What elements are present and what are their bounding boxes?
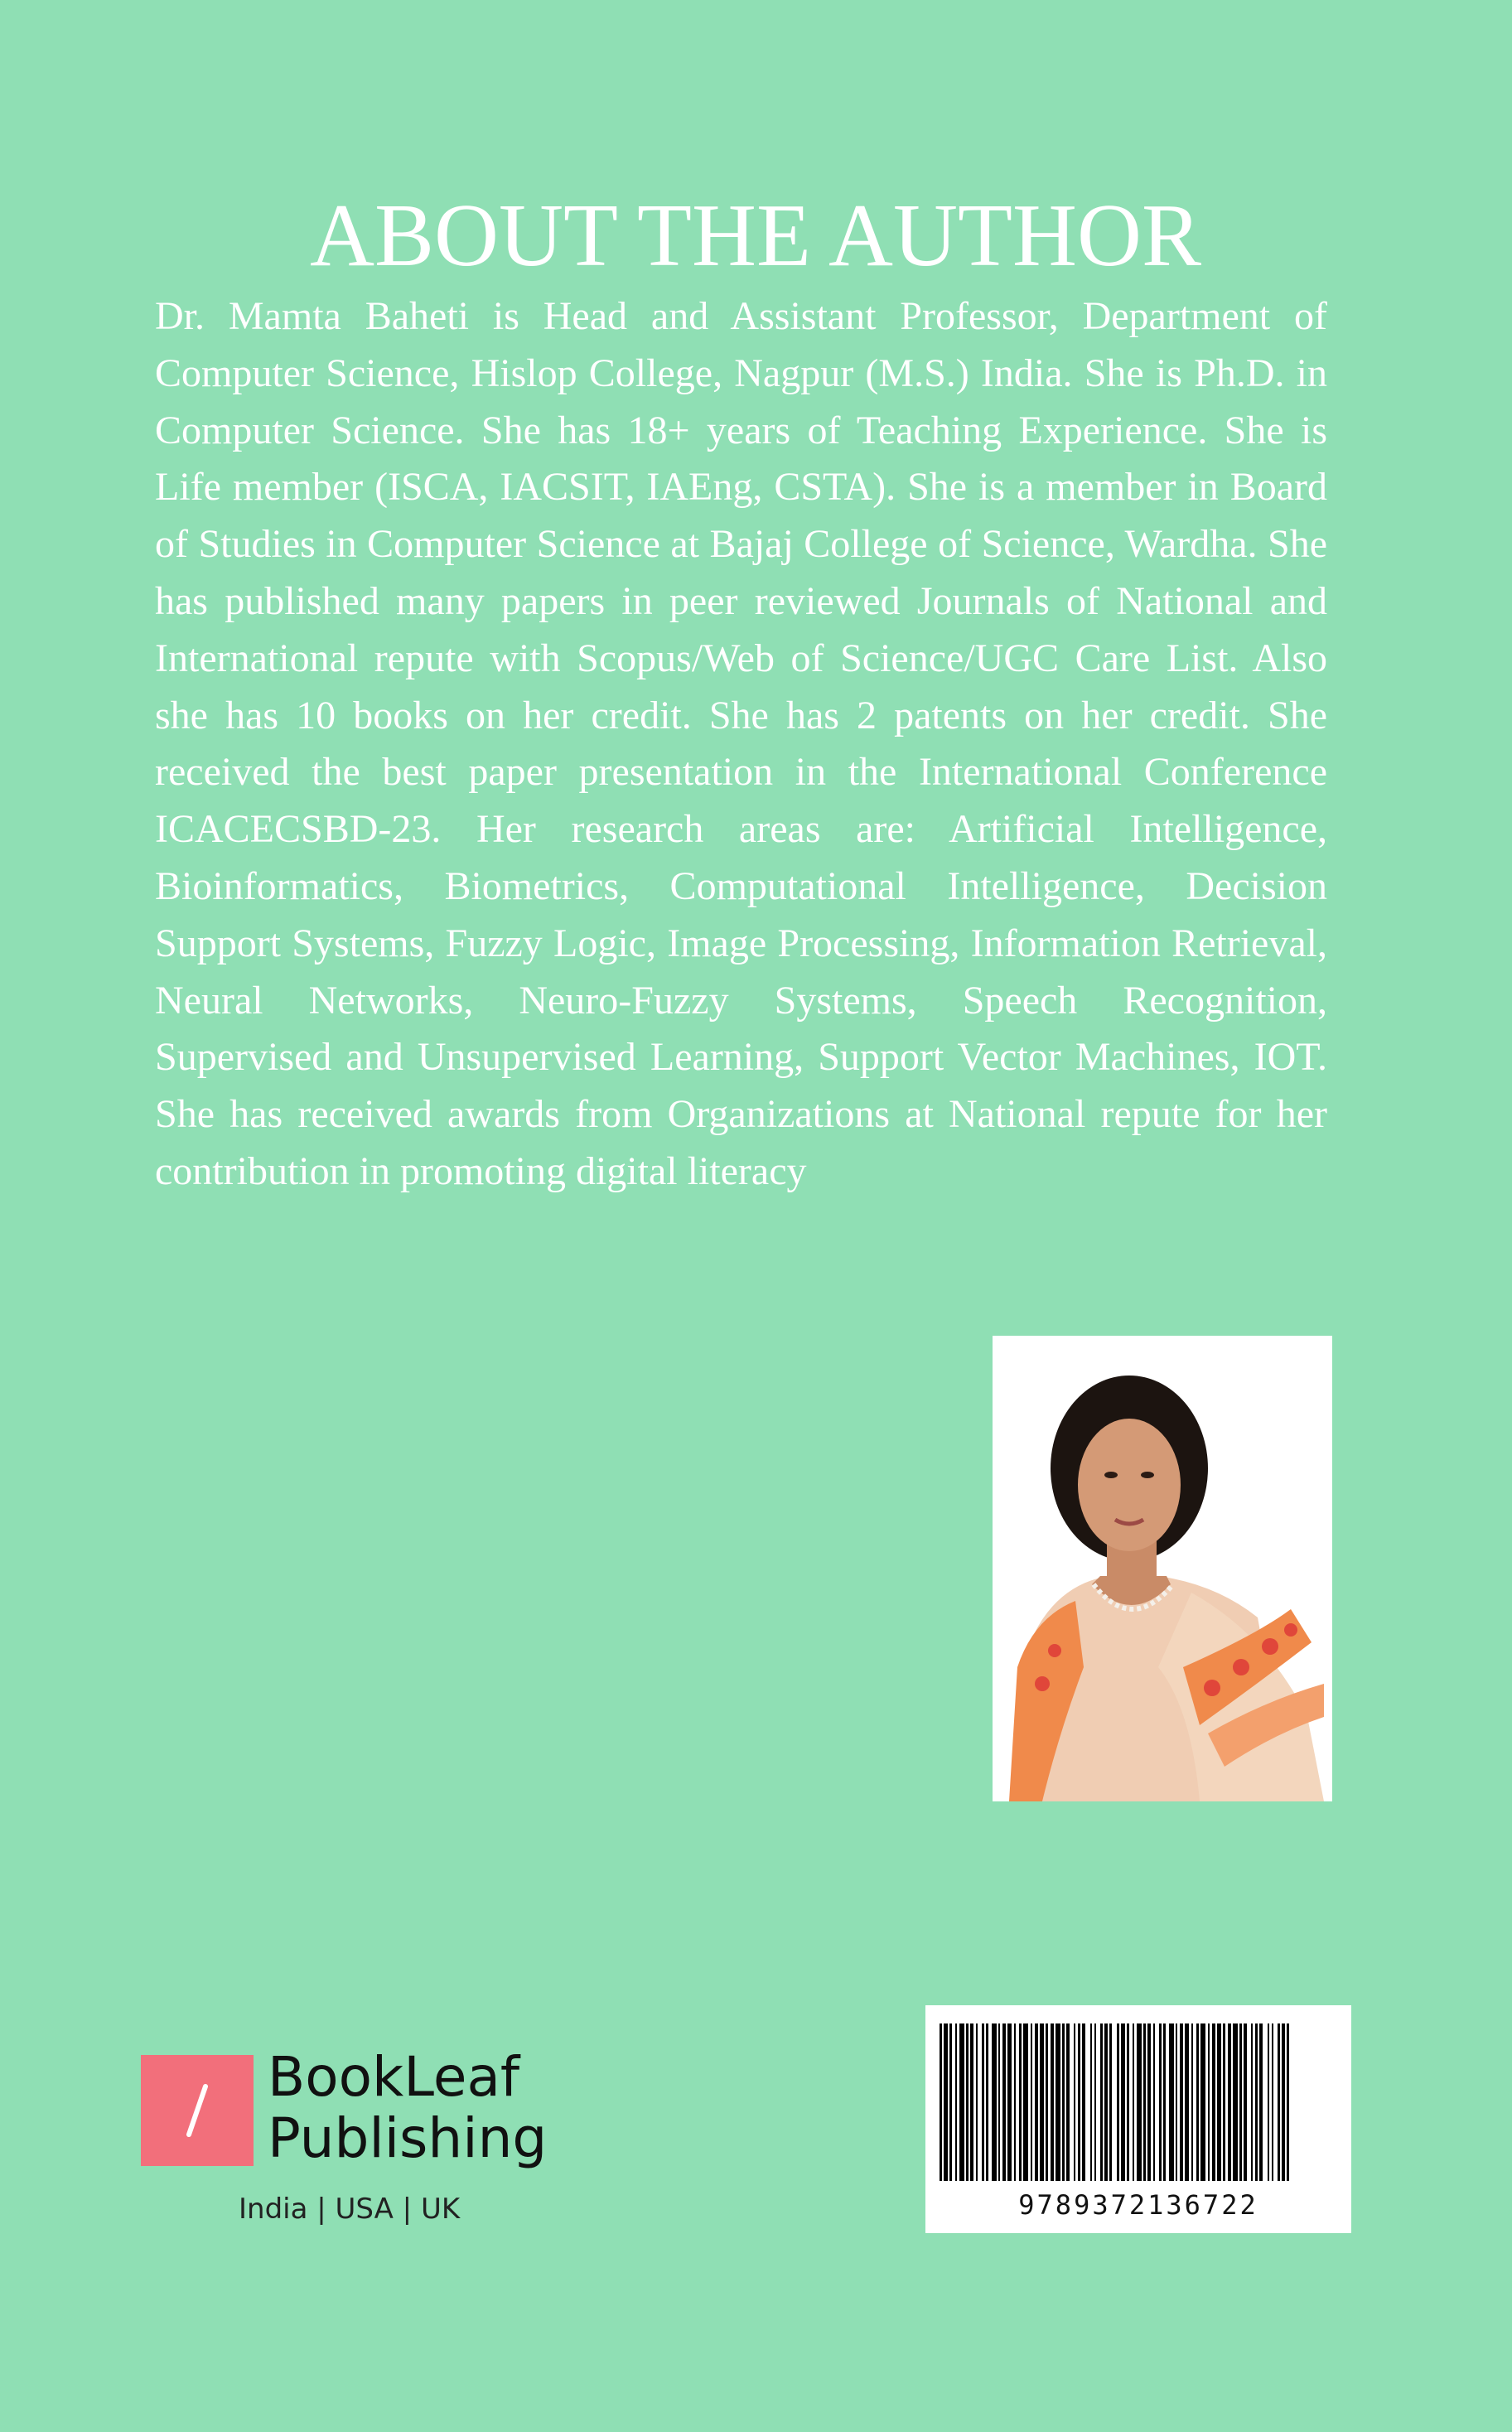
barcode-bar (1074, 2023, 1075, 2181)
barcode-bar (1078, 2023, 1080, 2181)
barcode-bar (1133, 2023, 1134, 2181)
barcode-bar (1040, 2023, 1044, 2181)
barcode-bar (1159, 2023, 1162, 2181)
barcode-bar (1268, 2023, 1269, 2181)
barcode-bar (959, 2023, 964, 2181)
barcode-bar (1127, 2023, 1129, 2181)
barcode-bar (1212, 2023, 1215, 2181)
barcode-bar (1046, 2023, 1048, 2181)
barcode-bar (1051, 2023, 1054, 2181)
barcode-bar (1169, 2023, 1174, 2181)
barcode-bar (1287, 2023, 1289, 2181)
author-bio: Dr. Mamta Baheti is Head and Assistant Professor, Department of Computer Science, Hislop College, Nagpur (M.S.) India. She is Ph.D. in Computer Science. She has 18+ years of Teaching Experience. She is Life member (ISCA, IACSIT, IAEng, CSTA). She is a member in Board of Studies in Computer Science at Bajaj College of Science, Wardha. She has published many papers in peer reviewed Journals of National and International repute with Scopus/Web of Science/UGC Care List. Also she has 10 books on her credit. She has 2 patents on her credit. She received the best paper presentation in the International Conference ICACECSBD-23. Her research areas are: Artificial Intelligence, Bioinformatics, Biometrics, Computational Intelligence, Decision Support Systems, Fuzzy Logic, Image Processing, Information Retrieval, Neural Networks, Neuro-Fuzzy Systems, Speech Recognition, Supervised and Unsupervised Learning, Support Vector Machines, IOT. She has received awards from Organizations at National repute for her contribution in promoting digital literacy (155, 294, 1327, 1193)
barcode-bar (1062, 2023, 1065, 2181)
barcode-bar (992, 2023, 997, 2181)
barcode-bar (1117, 2023, 1119, 2181)
barcode-bar (1196, 2023, 1199, 2181)
barcode-bar (955, 2023, 957, 2181)
barcode-bar (1014, 2023, 1016, 2181)
author-portrait-icon (993, 1336, 1332, 1801)
barcode-bar (1147, 2023, 1151, 2181)
barcode-bar (986, 2023, 988, 2181)
barcode-bar (1185, 2023, 1189, 2181)
barcode-bar (1200, 2023, 1205, 2181)
barcode-bar (1137, 2023, 1142, 2181)
barcode-bar (1239, 2023, 1242, 2181)
section-title: ABOUT THE AUTHOR (309, 186, 1202, 285)
barcode-bar (1035, 2023, 1038, 2181)
barcode-bar (1121, 2023, 1125, 2181)
publisher-logo (141, 2045, 572, 2237)
barcode-bar (1244, 2023, 1247, 2181)
barcode-bar (1223, 2023, 1225, 2181)
barcode-bar (1228, 2023, 1231, 2181)
barcode-bar (1094, 2023, 1096, 2181)
publisher-regions: India | USA | UK (239, 2193, 461, 2226)
author-photo (993, 1336, 1332, 1801)
barcode-bar (1278, 2023, 1280, 2181)
barcode-bar (1217, 2023, 1221, 2181)
barcode-bar (1251, 2023, 1253, 2181)
publisher-name (268, 2047, 599, 2169)
barcode-bar (1282, 2023, 1285, 2181)
barcode-bar (1259, 2023, 1263, 2181)
barcode-icon (936, 2023, 1341, 2185)
barcode-bar (944, 2023, 948, 2181)
barcode-bar (1180, 2023, 1183, 2181)
isbn-barcode (925, 2005, 1351, 2233)
barcode-bar (998, 2023, 1000, 2181)
barcode-bar (940, 2023, 942, 2181)
publisher-name-line2: Publishing (268, 2106, 548, 2170)
barcode-bar (976, 2023, 978, 2181)
barcode-bar (1056, 2023, 1060, 2181)
barcode-bar (1104, 2023, 1108, 2181)
isbn-number: 9789372136722 (1018, 2189, 1258, 2221)
publisher-mark-icon (141, 2055, 254, 2166)
barcode-bar (1007, 2023, 1012, 2181)
barcode-bar (1163, 2023, 1166, 2181)
barcode-bar (1208, 2023, 1210, 2181)
barcode-bar (1191, 2023, 1193, 2181)
barcode-bar (982, 2023, 984, 2181)
barcode-bar (1090, 2023, 1092, 2181)
barcode-bar (1233, 2023, 1238, 2181)
publisher-name-line1: BookLeaf (268, 2045, 520, 2109)
barcode-bar (1143, 2023, 1146, 2181)
barcode-bar (966, 2023, 969, 2181)
barcode-bar (1002, 2023, 1006, 2181)
barcode-bar (1109, 2023, 1112, 2181)
barcode-bar (1255, 2023, 1258, 2181)
barcode-bar (1176, 2023, 1177, 2181)
barcode-bar (970, 2023, 973, 2181)
barcode-bar (1019, 2023, 1022, 2181)
barcode-bar (949, 2023, 952, 2181)
barcode-bar (1031, 2023, 1032, 2181)
barcode-bar (1100, 2023, 1103, 2181)
barcode-bar (1066, 2023, 1070, 2181)
barcode-bar (1082, 2023, 1085, 2181)
barcode-bar (1272, 2023, 1273, 2181)
barcode-bar (1023, 2023, 1028, 2181)
barcode-bar (1153, 2023, 1155, 2181)
